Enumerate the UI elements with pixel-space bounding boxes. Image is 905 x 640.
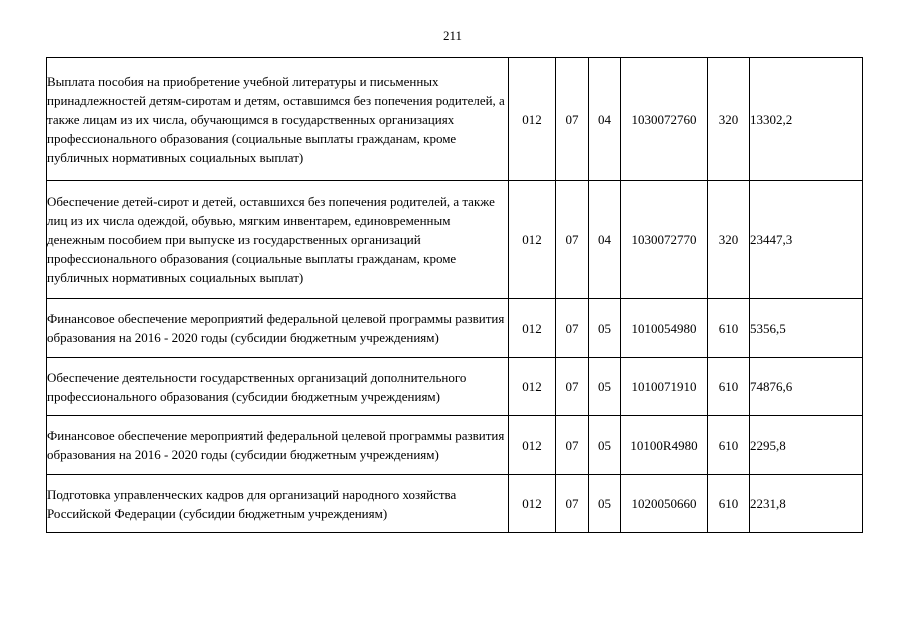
target-item-code: 10100R4980 [621,416,708,475]
section-code: 07 [556,58,589,181]
section-code: 07 [556,358,589,416]
amount: 74876,6 [750,358,863,416]
subsection-code: 04 [589,58,621,181]
target-item-code: 1020050660 [621,475,708,533]
amount: 5356,5 [750,299,863,358]
ministry-code: 012 [509,358,556,416]
table-row [47,299,863,358]
amount: 2295,8 [750,416,863,475]
table-row [47,475,863,533]
target-item-code: 1030072760 [621,58,708,181]
section-code: 07 [556,181,589,299]
table-row [47,181,863,299]
section-code: 07 [556,416,589,475]
ministry-code: 012 [509,299,556,358]
expense-type-code: 320 [708,58,750,181]
ministry-code: 012 [509,475,556,533]
ministry-code: 012 [509,58,556,181]
expense-type-code: 610 [708,475,750,533]
expense-description: Обеспечение детей-сирот и детей, оставшихся без попечения родителей, а также лиц из их числа одеждой, обувью, мягким инвентарем, единовременным денежным пособием при выпуске из государственных организаций профессионального образования (социальные выплаты гражданам, кроме публичных нормативных социальных выплат) [47,181,509,299]
expense-type-code: 320 [708,181,750,299]
table-row [47,358,863,416]
target-item-code: 1010071910 [621,358,708,416]
subsection-code: 05 [589,358,621,416]
expense-type-code: 610 [708,416,750,475]
subsection-code: 04 [589,181,621,299]
expense-description: Выплата пособия на приобретение учебной литературы и письменных принадлежностей детям-сиротам и детям, оставшимся без попечения родителей, а также лицам из их числа, обучающимся в государственных организациях профессионального образования (социальные выплаты гражданам, кроме публичных нормативных социальных выплат) [47,58,509,181]
section-code: 07 [556,475,589,533]
expense-description: Финансовое обеспечение мероприятий федеральной целевой программы развития образования на 2016 - 2020 годы (субсидии бюджетным учреждениям) [47,416,509,475]
page-number: 211 [442,28,463,43]
expense-description: Финансовое обеспечение мероприятий федеральной целевой программы развития образования на 2016 - 2020 годы (субсидии бюджетным учреждениям) [47,299,509,358]
expense-type-code: 610 [708,358,750,416]
ministry-code: 012 [509,416,556,475]
section-code: 07 [556,299,589,358]
ministry-code: 012 [509,181,556,299]
table-row [47,58,863,181]
subsection-code: 05 [589,299,621,358]
subsection-code: 05 [589,416,621,475]
budget-table [46,57,863,533]
expense-type-code: 610 [708,299,750,358]
amount: 13302,2 [750,58,863,181]
expense-description: Подготовка управленческих кадров для организаций народного хозяйства Российской Федерации (субсидии бюджетным учреждениям) [47,475,509,533]
amount: 2231,8 [750,475,863,533]
table-row [47,416,863,475]
subsection-code: 05 [589,475,621,533]
target-item-code: 1010054980 [621,299,708,358]
amount: 23447,3 [750,181,863,299]
expense-description: Обеспечение деятельности государственных организаций дополнительного профессионального образования (субсидии бюджетным учреждениям) [47,358,509,416]
target-item-code: 1030072770 [621,181,708,299]
